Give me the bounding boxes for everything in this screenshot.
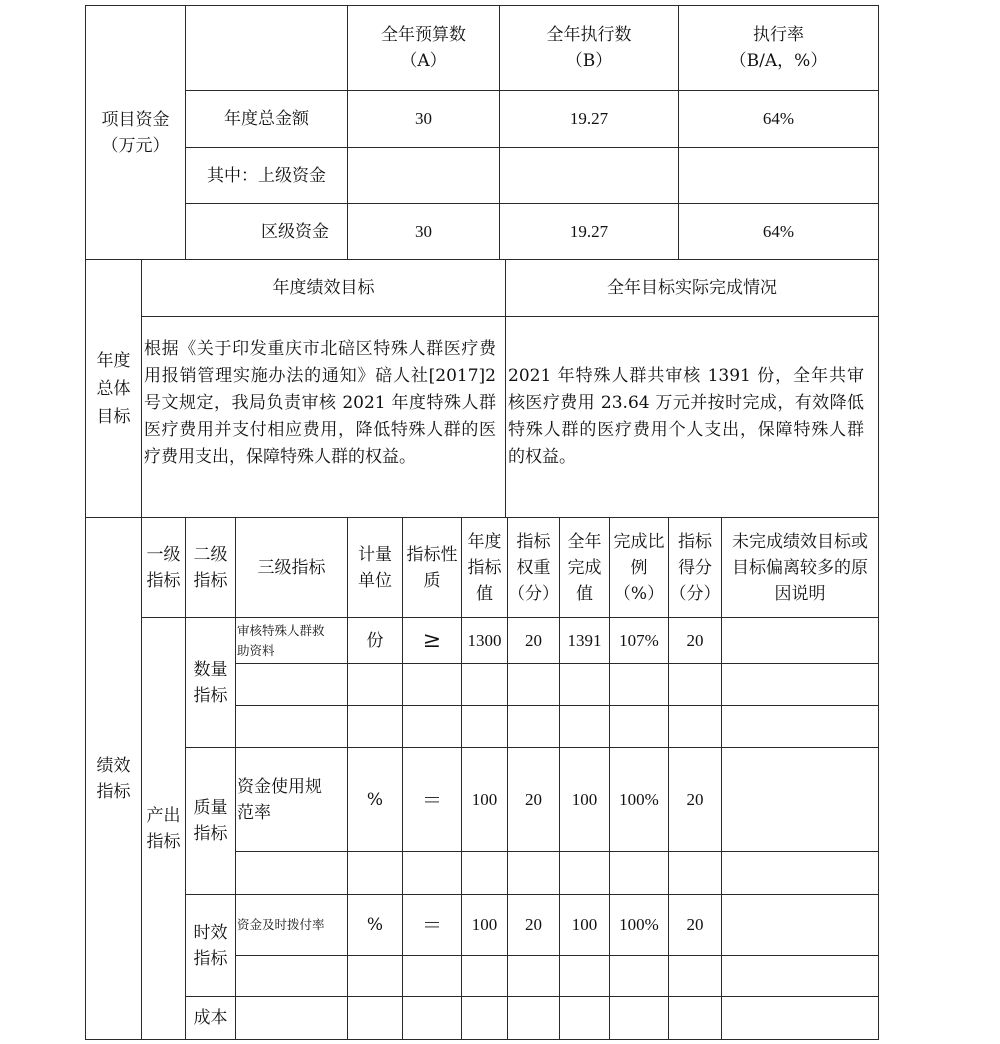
district-funds-label: 区级资金 xyxy=(261,221,329,242)
superior-rate-value xyxy=(679,148,878,203)
district-budget-value: 30 xyxy=(415,221,432,241)
indicator-nature: ≥ xyxy=(422,627,442,653)
indicator-ratio: 107% xyxy=(619,630,659,650)
reason-header: 未完成绩效目标或 目标偏离较多的原 因说明 xyxy=(732,531,868,604)
actual-completion-header: 全年目标实际完成情况 xyxy=(607,278,777,298)
indicators-section-label: 绩效 指标 xyxy=(96,755,131,802)
total-budget-value: 30 xyxy=(415,109,432,128)
indicator-ratio: 100% xyxy=(619,789,659,809)
ratio-header: 完成比 例 （%） xyxy=(613,531,665,604)
quality-indicator-label: 质量 指标 xyxy=(193,798,228,844)
indicator-score: 20 xyxy=(686,789,704,809)
timeliness-indicator-label: 时效 指标 xyxy=(193,922,228,969)
total-amount-label: 年度总金额 xyxy=(224,109,309,129)
annual-target-header: 年度绩效目标 xyxy=(272,278,375,298)
indicator-target: 100 xyxy=(471,789,498,809)
weight-header: 指标 权重 （分） xyxy=(508,531,559,604)
goals-section-label: 年度 总体 目标 xyxy=(96,350,131,427)
total-rate-value: 64% xyxy=(762,109,795,128)
indicator-weight: 20 xyxy=(525,915,542,934)
output-indicator-label: 产出 指标 xyxy=(146,805,181,852)
funds-section-label: 项目资金 （万元） xyxy=(101,109,170,156)
indicator-actual: 100 xyxy=(571,915,598,934)
indicator-score: 20 xyxy=(686,915,704,934)
indicator-nature: ＝ xyxy=(422,913,442,937)
level3-header: 三级指标 xyxy=(257,557,326,578)
level1-header: 一级 指标 xyxy=(146,544,181,591)
indicator-weight: 20 xyxy=(525,789,542,809)
annual-target-text: 根据《关于印发重庆市北碚区特殊人群医疗费用报销管理实施办法的通知》碚人社[2017]2 号文规定，我局负责审核 2021 年度特殊人群医疗费用并支付相应费用，降低特殊人群的医疗费用支出，保障特殊人群的权益。 xyxy=(144,339,496,467)
total-executed-value: 19.27 xyxy=(569,109,609,128)
actual-value-header: 全年 完成 值 xyxy=(567,531,602,604)
indicator-actual: 1391 xyxy=(567,630,602,650)
score-header: 指标 得分 （分） xyxy=(669,531,721,604)
district-rate-value: 64% xyxy=(762,221,795,241)
indicator-name: 资金及时拨付率 xyxy=(237,917,325,932)
indicator-unit: % xyxy=(366,789,384,810)
rate-column-header: 执行率 （B/A，%） xyxy=(729,25,828,71)
indicator-nature: ＝ xyxy=(422,787,442,812)
indicator-target: 100 xyxy=(471,915,498,934)
level2-header: 二级 指标 xyxy=(193,544,228,591)
indicator-unit: 份 xyxy=(366,630,384,651)
indicator-target: 1300 xyxy=(467,630,502,650)
indicator-name: 资金使用规 范率 xyxy=(237,776,322,823)
indicator-weight: 20 xyxy=(525,630,542,650)
executed-column-header: 全年执行数 （B） xyxy=(546,25,632,71)
target-value-header: 年度 指标 值 xyxy=(467,531,502,604)
indicator-score: 20 xyxy=(686,630,704,650)
budget-column-header: 全年预算数 （A） xyxy=(381,25,466,71)
nature-header: 指标性 质 xyxy=(406,544,458,591)
indicator-unit: % xyxy=(366,915,384,935)
indicator-ratio: 100% xyxy=(619,915,659,934)
cost-indicator-label: 成本 xyxy=(193,1008,228,1028)
unit-header: 计量 单位 xyxy=(358,544,392,591)
actual-completion-text: 2021 年特殊人群共审核 1391 份，全年共审核医疗费用 23.64 万元并按时完成，有效降低特殊人群的医疗费用个人支出，保障特殊人群的权益。 xyxy=(508,366,864,467)
indicator-actual: 100 xyxy=(571,789,598,809)
superior-budget-value xyxy=(348,148,499,203)
indicator-name: 审核特殊人群救 助资料 xyxy=(237,623,325,658)
quantity-indicator-label: 数量 指标 xyxy=(193,659,228,706)
superior-executed-value xyxy=(500,148,678,203)
district-executed-value: 19.27 xyxy=(569,221,609,241)
superior-funds-label: 其中：上级资金 xyxy=(207,165,326,186)
